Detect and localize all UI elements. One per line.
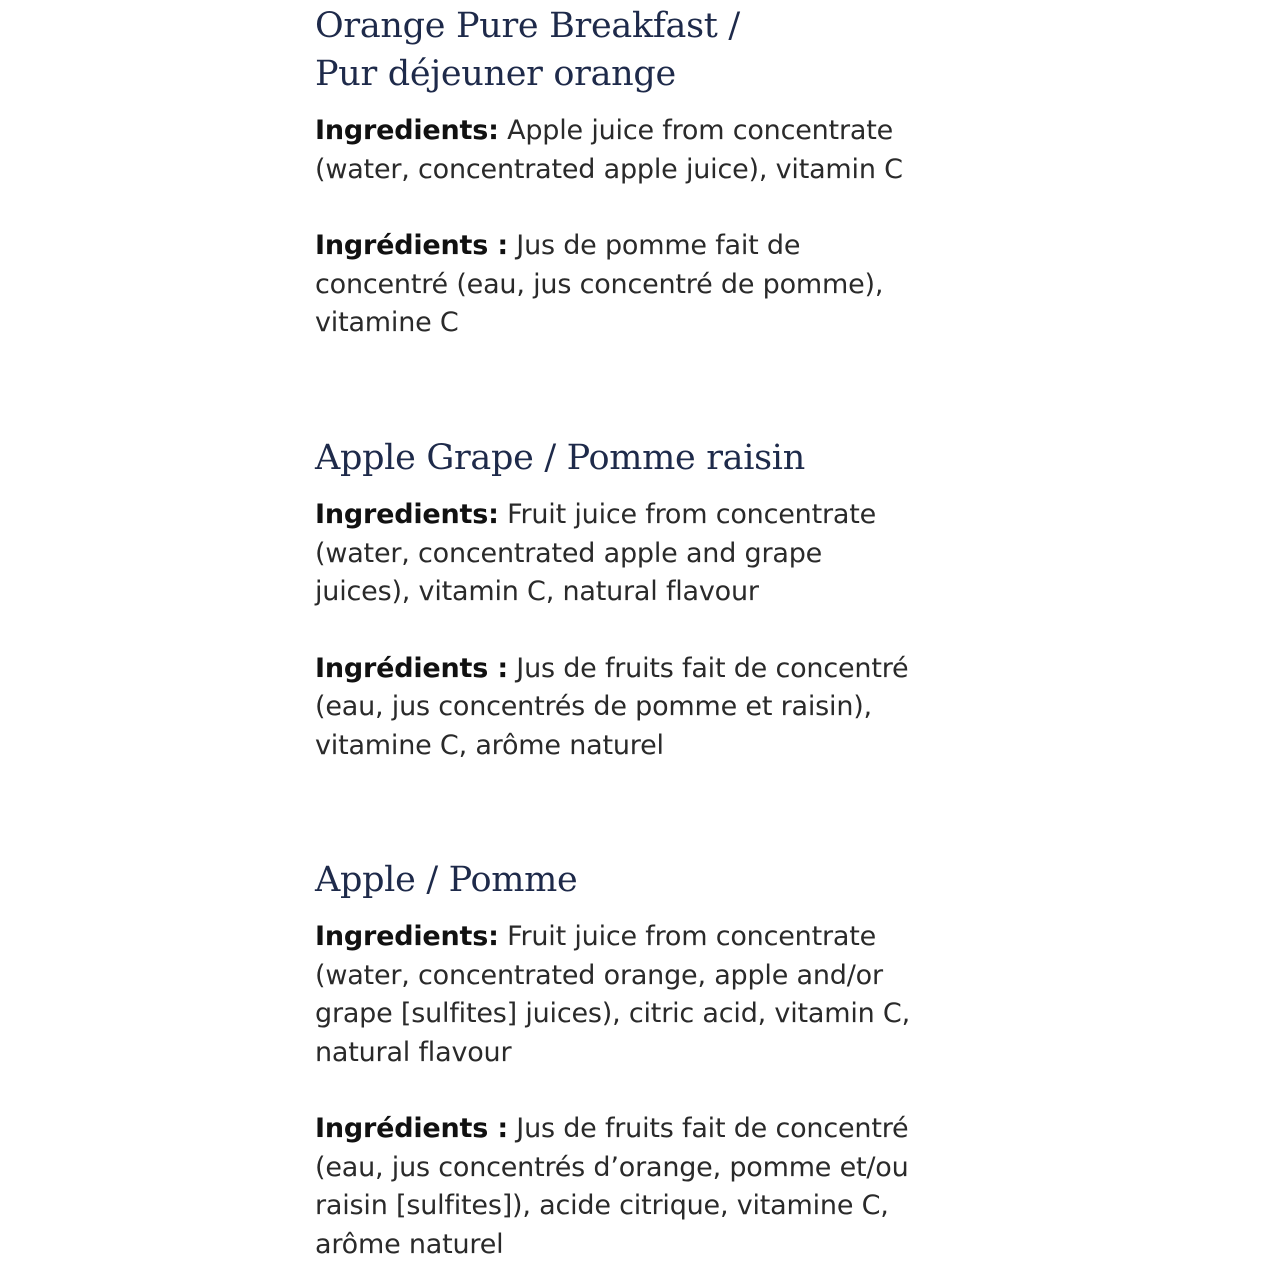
- ingredients-line: grape [sulfites] juices), citric acid, vitamin C,: [315, 998, 910, 1029]
- product-title: [315, 856, 975, 904]
- product-orange-pure-breakfast: [315, 2, 975, 343]
- ingredients-label: Ingredients:: [315, 921, 499, 952]
- product-title-line: Orange Pure Breakfast /: [315, 6, 740, 46]
- ingredients-line: [315, 112, 975, 151]
- product-apple: [315, 856, 975, 1264]
- ingredients-line: concentré (eau, jus concentré de pomme),: [315, 268, 884, 300]
- ingredients-label: Ingrédients :: [315, 652, 508, 684]
- ingredients-line: [315, 496, 975, 535]
- ingredients-line: vitamine C, arôme naturel: [315, 729, 664, 761]
- ingredients-line: arôme naturel: [315, 1228, 504, 1260]
- ingredients-line: (eau, jus concentrés d’orange, pomme et/ou: [315, 1151, 909, 1183]
- product-title: [315, 434, 975, 482]
- ingredients-label: Ingrédients :: [315, 230, 508, 261]
- ingredients-line: juices), vitamin C, natural flavour: [315, 576, 759, 607]
- ingredients-label: Ingredients:: [315, 499, 499, 530]
- product-apple-grape: [315, 434, 975, 765]
- ingredients-french: [315, 227, 975, 343]
- ingredients-line: (eau, jus concentrés de pomme et raisin),: [315, 691, 872, 722]
- ingredients-english: [315, 918, 975, 1072]
- ingredients-line: [315, 1110, 975, 1149]
- ingredients-label: Ingrédients :: [315, 1113, 508, 1144]
- ingredients-text: Jus de fruits fait de concentré: [507, 1113, 909, 1144]
- ingredients-text: Apple juice from concentrate: [498, 115, 893, 146]
- ingredients-english: [315, 496, 975, 612]
- ingredients-english: [315, 112, 975, 189]
- ingredients-line: (water, concentrated orange, apple and/or: [315, 959, 883, 991]
- ingredients-line: natural flavour: [315, 1036, 512, 1068]
- ingredients-line: raisin [sulfites]), acide citrique, vitamine C,: [315, 1190, 889, 1221]
- product-title-line: Apple Grape / Pomme raisin: [315, 438, 805, 478]
- ingredients-line: [315, 227, 975, 266]
- ingredients-line: (water, concentrated apple and grape: [315, 537, 823, 569]
- product-title-line: Apple / Pomme: [315, 860, 578, 900]
- ingredients-label: Ingredients:: [315, 115, 499, 146]
- ingredients-line: vitamine C: [315, 307, 459, 338]
- ingredients-text: Jus de pomme fait de: [507, 230, 801, 261]
- ingredients-line: [315, 650, 975, 689]
- ingredients-line: (water, concentrated apple juice), vitamin C: [315, 153, 903, 185]
- product-title-line: Pur déjeuner orange: [315, 54, 676, 94]
- ingredients-text: Jus de fruits fait de concentré: [507, 652, 909, 684]
- ingredients-french: [315, 650, 975, 766]
- ingredients-french: [315, 1110, 975, 1264]
- product-title: [315, 2, 975, 98]
- ingredients-text: Fruit juice from concentrate: [498, 499, 876, 530]
- ingredients-text: Fruit juice from concentrate: [498, 921, 876, 952]
- ingredients-line: [315, 918, 975, 957]
